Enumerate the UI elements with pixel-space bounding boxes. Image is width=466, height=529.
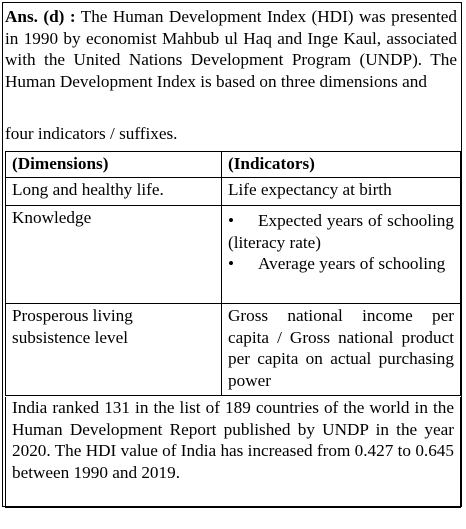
indicator-cell: Gross national income per capita / Gross national product per capita on actual purchasing power — [222, 304, 461, 396]
indicator-bullet: • Average years of schooling — [228, 253, 454, 275]
table-header-row — [6, 152, 461, 178]
intro-text: The Human Development Index (HDI) was presented in 1990 by economist Mahbub ul Haq and Inge Kaul, associated with the United Nations Development Program (UNDP). The Human Development Index is based on three dimensions and — [5, 7, 457, 91]
indicator-bullet: • Expected years of schooling (literacy rate) — [228, 210, 454, 253]
header-dimensions: (Dimensions) — [6, 152, 222, 178]
dimension-cell: Prosperous living subsistence level — [6, 304, 222, 396]
indicator-cell: Life expectancy at birth — [222, 178, 461, 206]
answer-label: Ans. (d) : — [5, 7, 76, 26]
intro-last-line: four indicators / suffixes. — [5, 124, 178, 143]
intro-paragraph — [5, 6, 457, 143]
table-row — [6, 206, 461, 304]
dimension-cell: Long and healthy life. — [6, 178, 222, 206]
hdi-table — [5, 151, 461, 396]
header-indicators: (Indicators) — [222, 152, 461, 178]
table-row — [6, 178, 461, 206]
dimension-cell: Knowledge — [6, 206, 222, 304]
outro-paragraph: India ranked 131 in the list of 189 countries of the world in the Human Development Report published by UNDP in the year 2020. The HDI value of India has increased from 0.427 to 0.645 between 1990 and 2019. — [5, 397, 461, 508]
table-row — [6, 304, 461, 396]
indicator-cell — [222, 206, 461, 304]
